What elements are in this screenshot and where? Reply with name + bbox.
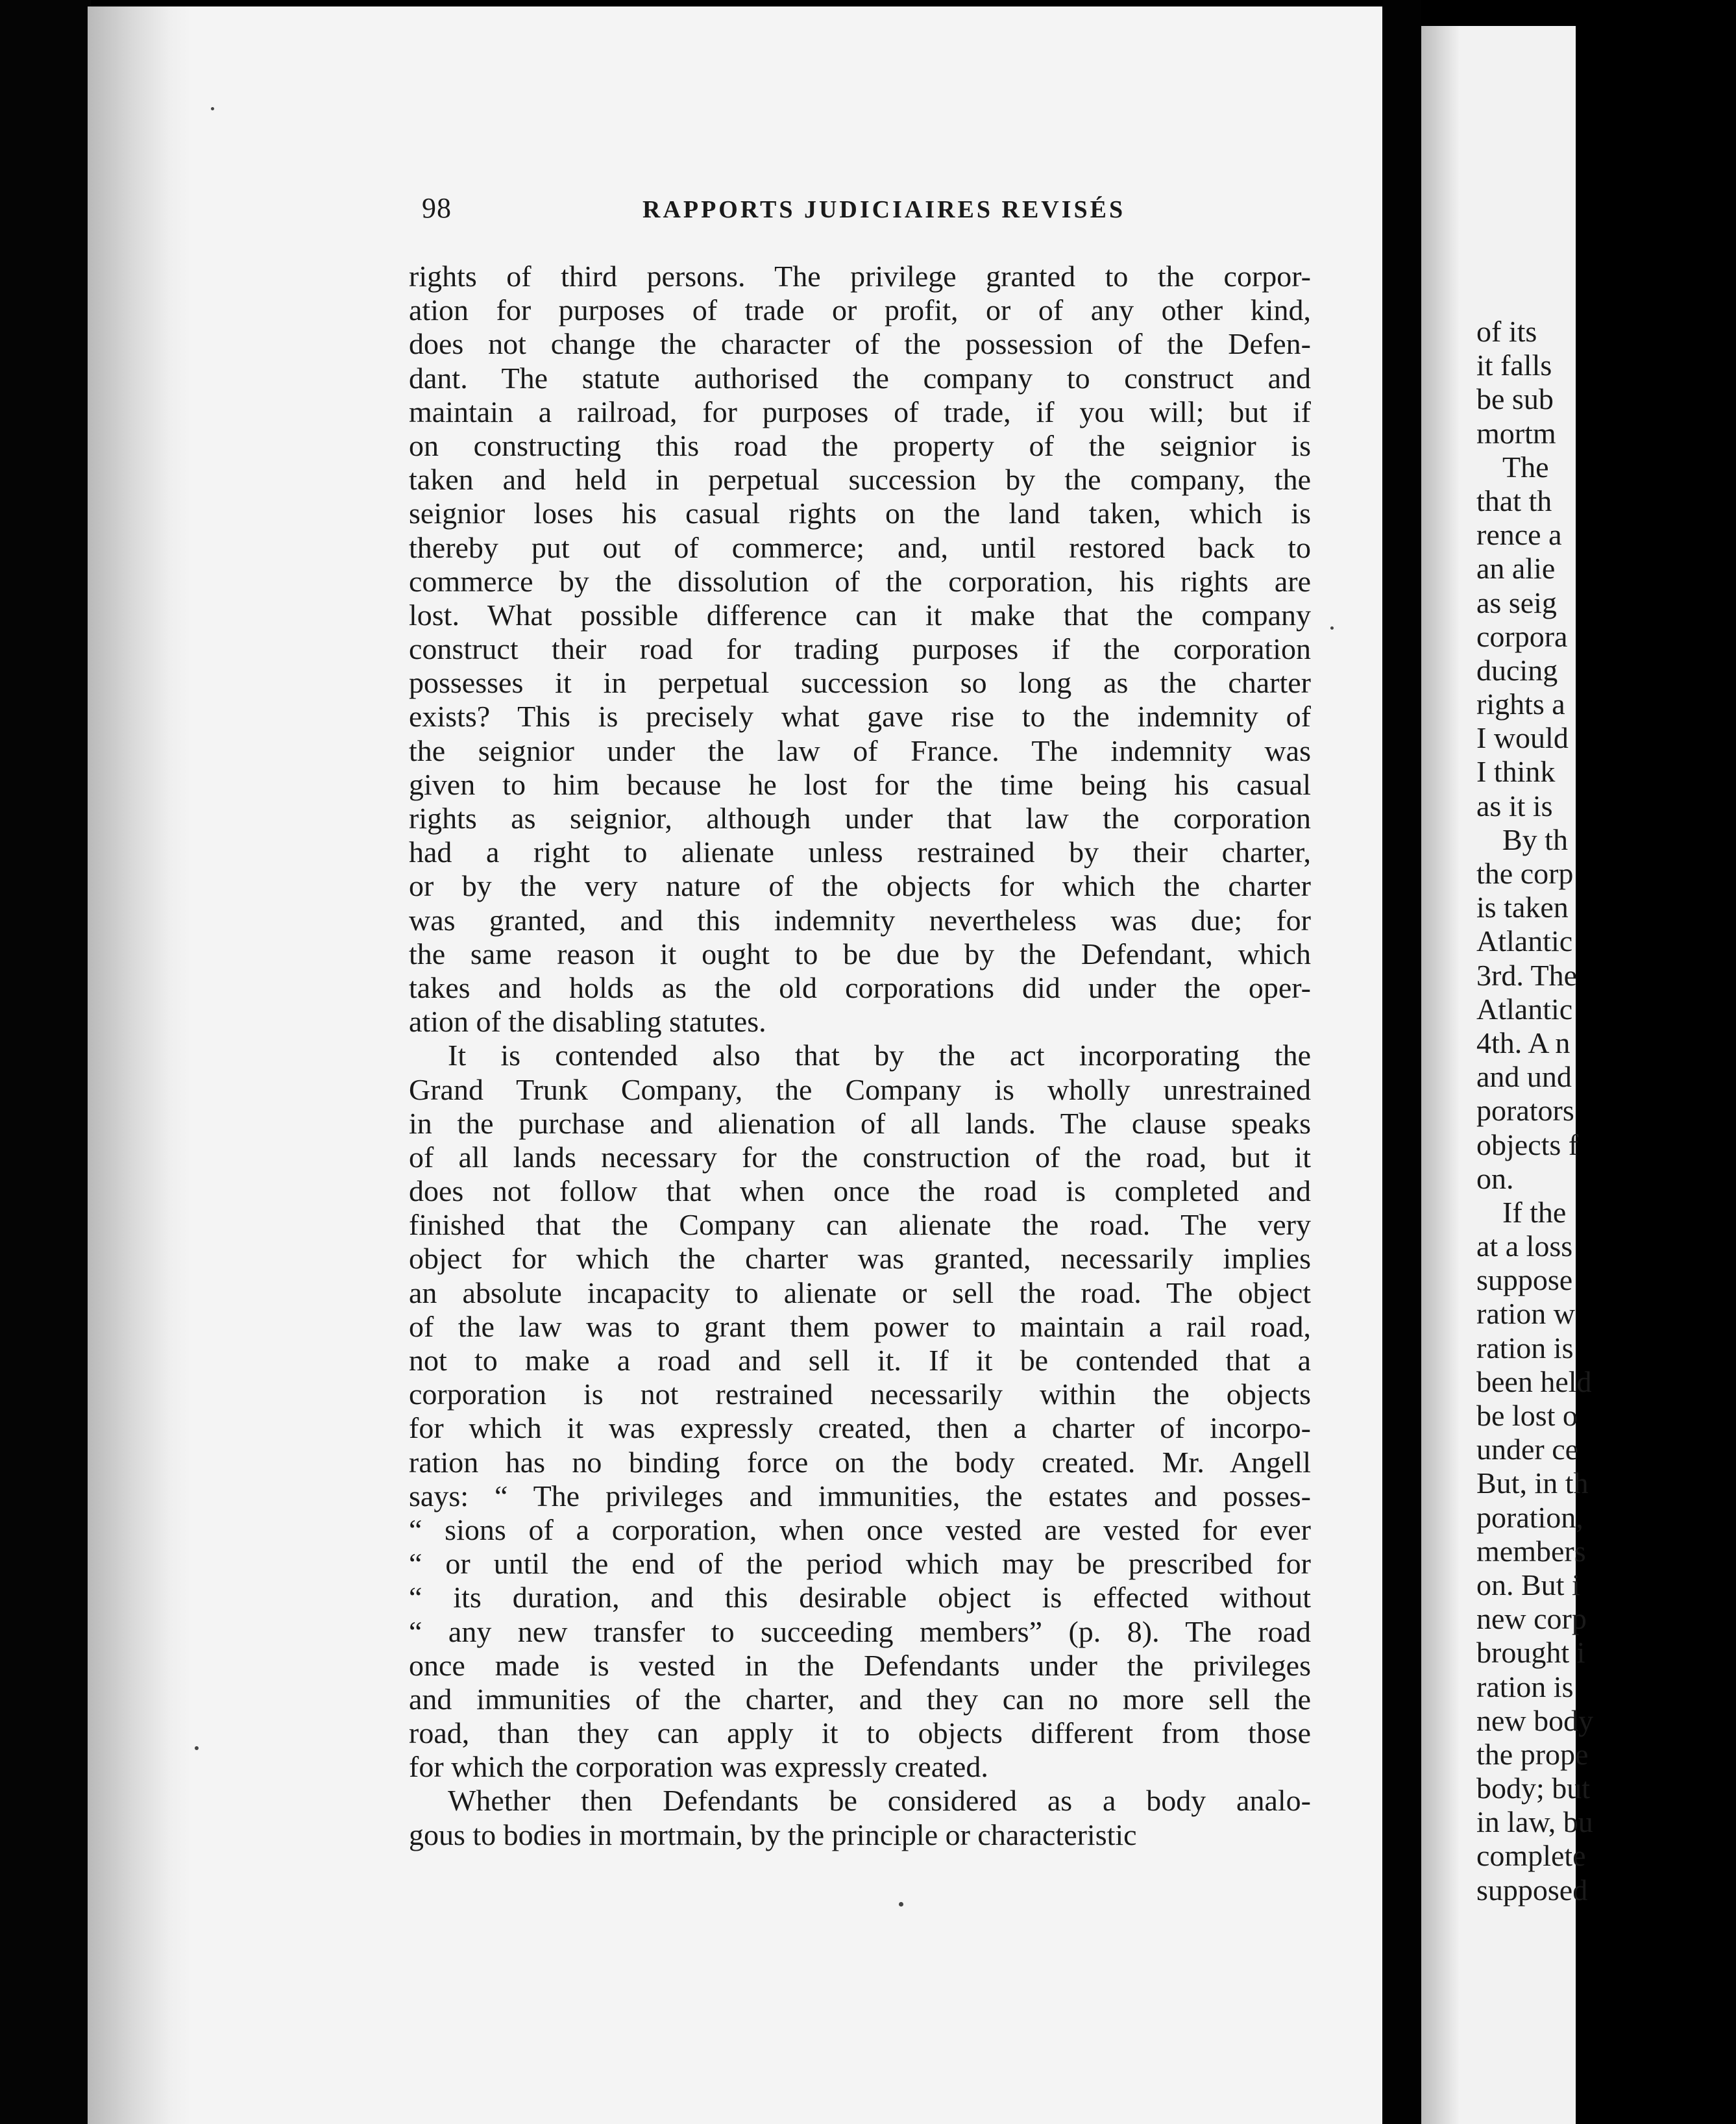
right-text-line: members	[1476, 1534, 1586, 1568]
text-line: “ its duration, and this desirable object is effected without	[409, 1581, 1311, 1614]
right-text-line: objects f	[1476, 1128, 1579, 1161]
text-line: takes and holds as the old corporations did under the oper-	[409, 970, 1311, 1004]
right-page-text	[1476, 315, 1736, 1907]
right-text-line: as seig	[1476, 586, 1557, 619]
right-text-line: under ce	[1476, 1433, 1579, 1466]
text-line: maintain a railroad, for purposes of trade, if you will; but if	[409, 395, 1311, 428]
right-text-line: But, in th	[1476, 1466, 1589, 1500]
text-line: “ or until the end of the period which may be prescribed for	[409, 1547, 1311, 1581]
scan-left-margin	[0, 0, 91, 2124]
right-text-line: at a loss	[1476, 1229, 1573, 1263]
right-text-line: rence a	[1476, 518, 1562, 552]
scan-speck	[1330, 626, 1334, 630]
text-line: commerce by the dissolution of the corporation, his rights are	[409, 564, 1311, 598]
scan-speck	[211, 107, 214, 110]
right-text-line: corpora	[1476, 619, 1568, 653]
text-line: dant. The statute authorised the company to construct and	[409, 361, 1311, 395]
right-text-line: as it is	[1476, 789, 1553, 822]
text-line: not to make a road and sell it. If it be contended that a	[409, 1344, 1311, 1377]
right-text-line: the corp	[1476, 857, 1574, 890]
text-line: in the purchase and alienation of all lands. The clause speaks	[409, 1106, 1311, 1140]
right-text-line: body; but	[1476, 1772, 1591, 1805]
text-line: says: “ The privileges and immunities, the estates and posses-	[409, 1479, 1311, 1513]
text-line: once made is vested in the Defendants under the privileges	[409, 1648, 1311, 1682]
page-number: 98	[422, 192, 452, 224]
right-text-line: brought i	[1476, 1636, 1585, 1670]
text-line: for which the corporation was expressly created.	[409, 1750, 988, 1784]
right-text-line: 3rd. The	[1476, 958, 1578, 992]
right-text-line: suppose	[1476, 1263, 1573, 1297]
right-text-line: be lost o	[1476, 1399, 1578, 1432]
right-text-line: Atlantic	[1476, 924, 1573, 958]
right-text-line: supposed	[1476, 1873, 1588, 1907]
text-line: the same reason it ought to be due by the Defendant, which	[409, 937, 1311, 970]
text-line: object for which the charter was granted, necessarily implies	[409, 1242, 1311, 1276]
right-text-line: mortm	[1476, 416, 1556, 450]
right-text-line: ration is	[1476, 1670, 1574, 1703]
right-text-line: is taken	[1476, 891, 1569, 924]
text-line: ration has no binding force on the body created. Mr. Angell	[409, 1445, 1311, 1479]
text-line: and immunities of the charter, and they can no more sell the	[409, 1682, 1311, 1716]
right-text-line: in law, bu	[1476, 1805, 1593, 1839]
text-line: rights of third persons. The privilege granted to the corpor-	[409, 260, 1311, 293]
right-text-line: new corp	[1476, 1602, 1587, 1636]
text-line: possesses it in perpetual succession so long as the charter	[409, 666, 1311, 700]
right-text-line: 4th. A n	[1476, 1026, 1571, 1059]
text-line: does not follow that when once the road is completed and	[409, 1174, 1311, 1208]
right-text-line: poration,	[1476, 1500, 1583, 1534]
binding-shadow	[88, 6, 191, 2124]
running-title: RAPPORTS JUDICIAIRES REVISÉS	[642, 196, 1126, 223]
text-line: Whether then Defendants be considered as a body analo-	[448, 1784, 1311, 1818]
page-header	[422, 191, 1301, 230]
text-line: lost. What possible difference can it make that the company	[409, 598, 1311, 632]
right-text-line: I think	[1476, 755, 1556, 789]
text-line: of all lands necessary for the construction of the road, but it	[409, 1140, 1311, 1174]
text-line: had a right to alienate unless restrained by their charter,	[409, 835, 1311, 869]
text-line: was granted, and this indemnity nevertheless was due; for	[409, 903, 1311, 937]
body-text	[409, 260, 1311, 1852]
right-text-line: that th	[1476, 484, 1552, 517]
text-line: road, than they can apply it to objects different from those	[409, 1716, 1311, 1750]
text-line: It is contended also that by the act incorporating the	[448, 1039, 1311, 1072]
right-text-line: been held	[1476, 1365, 1592, 1398]
right-text-line: be sub	[1476, 382, 1554, 416]
right-text-line: The	[1502, 450, 1549, 484]
text-line: the seignior under the law of France. The indemnity was	[409, 734, 1311, 767]
right-text-line: the prope	[1476, 1737, 1589, 1771]
text-line: taken and held in perpetual succession by the company, the	[409, 463, 1311, 497]
right-page-partial	[1421, 26, 1594, 2124]
text-line: Grand Trunk Company, the Company is wholly unrestrained	[409, 1072, 1311, 1106]
right-text-line: complete	[1476, 1839, 1586, 1873]
right-text-line: Atlantic	[1476, 992, 1573, 1026]
text-line: given to him because he lost for the time being his casual	[409, 767, 1311, 801]
right-text-line: I would	[1476, 721, 1569, 755]
right-text-line: ration is	[1476, 1331, 1574, 1365]
text-line: exists? This is precisely what gave rise to the indemnity of	[409, 700, 1311, 734]
text-line: an absolute incapacity to alienate or sell the road. The object	[409, 1276, 1311, 1309]
right-text-line: new body	[1476, 1703, 1594, 1737]
right-text-line: By th	[1502, 822, 1568, 856]
text-line: of the law was to grant them power to maintain a rail road,	[409, 1309, 1311, 1343]
right-text-line: ducing	[1476, 653, 1558, 687]
text-line: for which it was expressly created, then a charter of incorpo-	[409, 1411, 1311, 1445]
text-line: corporation is not restrained necessarily within the objects	[409, 1377, 1311, 1411]
text-line: rights as seignior, although under that law the corporation	[409, 802, 1311, 835]
text-line: does not change the character of the possession of the Defen-	[409, 327, 1311, 361]
scan-speck	[195, 1746, 199, 1750]
right-text-line: If the	[1502, 1195, 1567, 1229]
right-text-line: and und	[1476, 1060, 1572, 1094]
right-text-line: it falls	[1476, 349, 1552, 382]
right-text-line: rights a	[1476, 687, 1565, 721]
text-line: seignior loses his casual rights on the land taken, which is	[409, 497, 1311, 530]
right-page-shadow	[1421, 26, 1460, 2124]
text-line: “ any new transfer to succeeding members” (p. 8). The road	[409, 1614, 1311, 1648]
right-text-line: of its	[1476, 315, 1537, 348]
text-line: ation for purposes of trade or profit, or of any other kind,	[409, 293, 1311, 327]
text-line: or by the very nature of the objects for which the charter	[409, 869, 1311, 903]
right-text-line: on.	[1476, 1161, 1514, 1195]
scan-speck	[899, 1902, 903, 1907]
text-line: on constructing this road the property of the seignior is	[409, 428, 1311, 462]
book-gutter	[1382, 0, 1421, 2124]
right-text-line: porators	[1476, 1094, 1574, 1128]
text-line: thereby put out of commerce; and, until restored back to	[409, 530, 1311, 564]
text-line: finished that the Company can alienate the road. The very	[409, 1208, 1311, 1242]
right-text-line: on. But i	[1476, 1568, 1580, 1601]
text-line: “ sions of a corporation, when once vested are vested for ever	[409, 1513, 1311, 1546]
text-line: gous to bodies in mortmain, by the principle or characteristic	[409, 1818, 1137, 1851]
text-line: ation of the disabling statutes.	[409, 1005, 766, 1039]
right-text-line: an alie	[1476, 552, 1556, 586]
right-text-line: ration w	[1476, 1297, 1576, 1331]
text-line: construct their road for trading purposes if the corporation	[409, 632, 1311, 666]
